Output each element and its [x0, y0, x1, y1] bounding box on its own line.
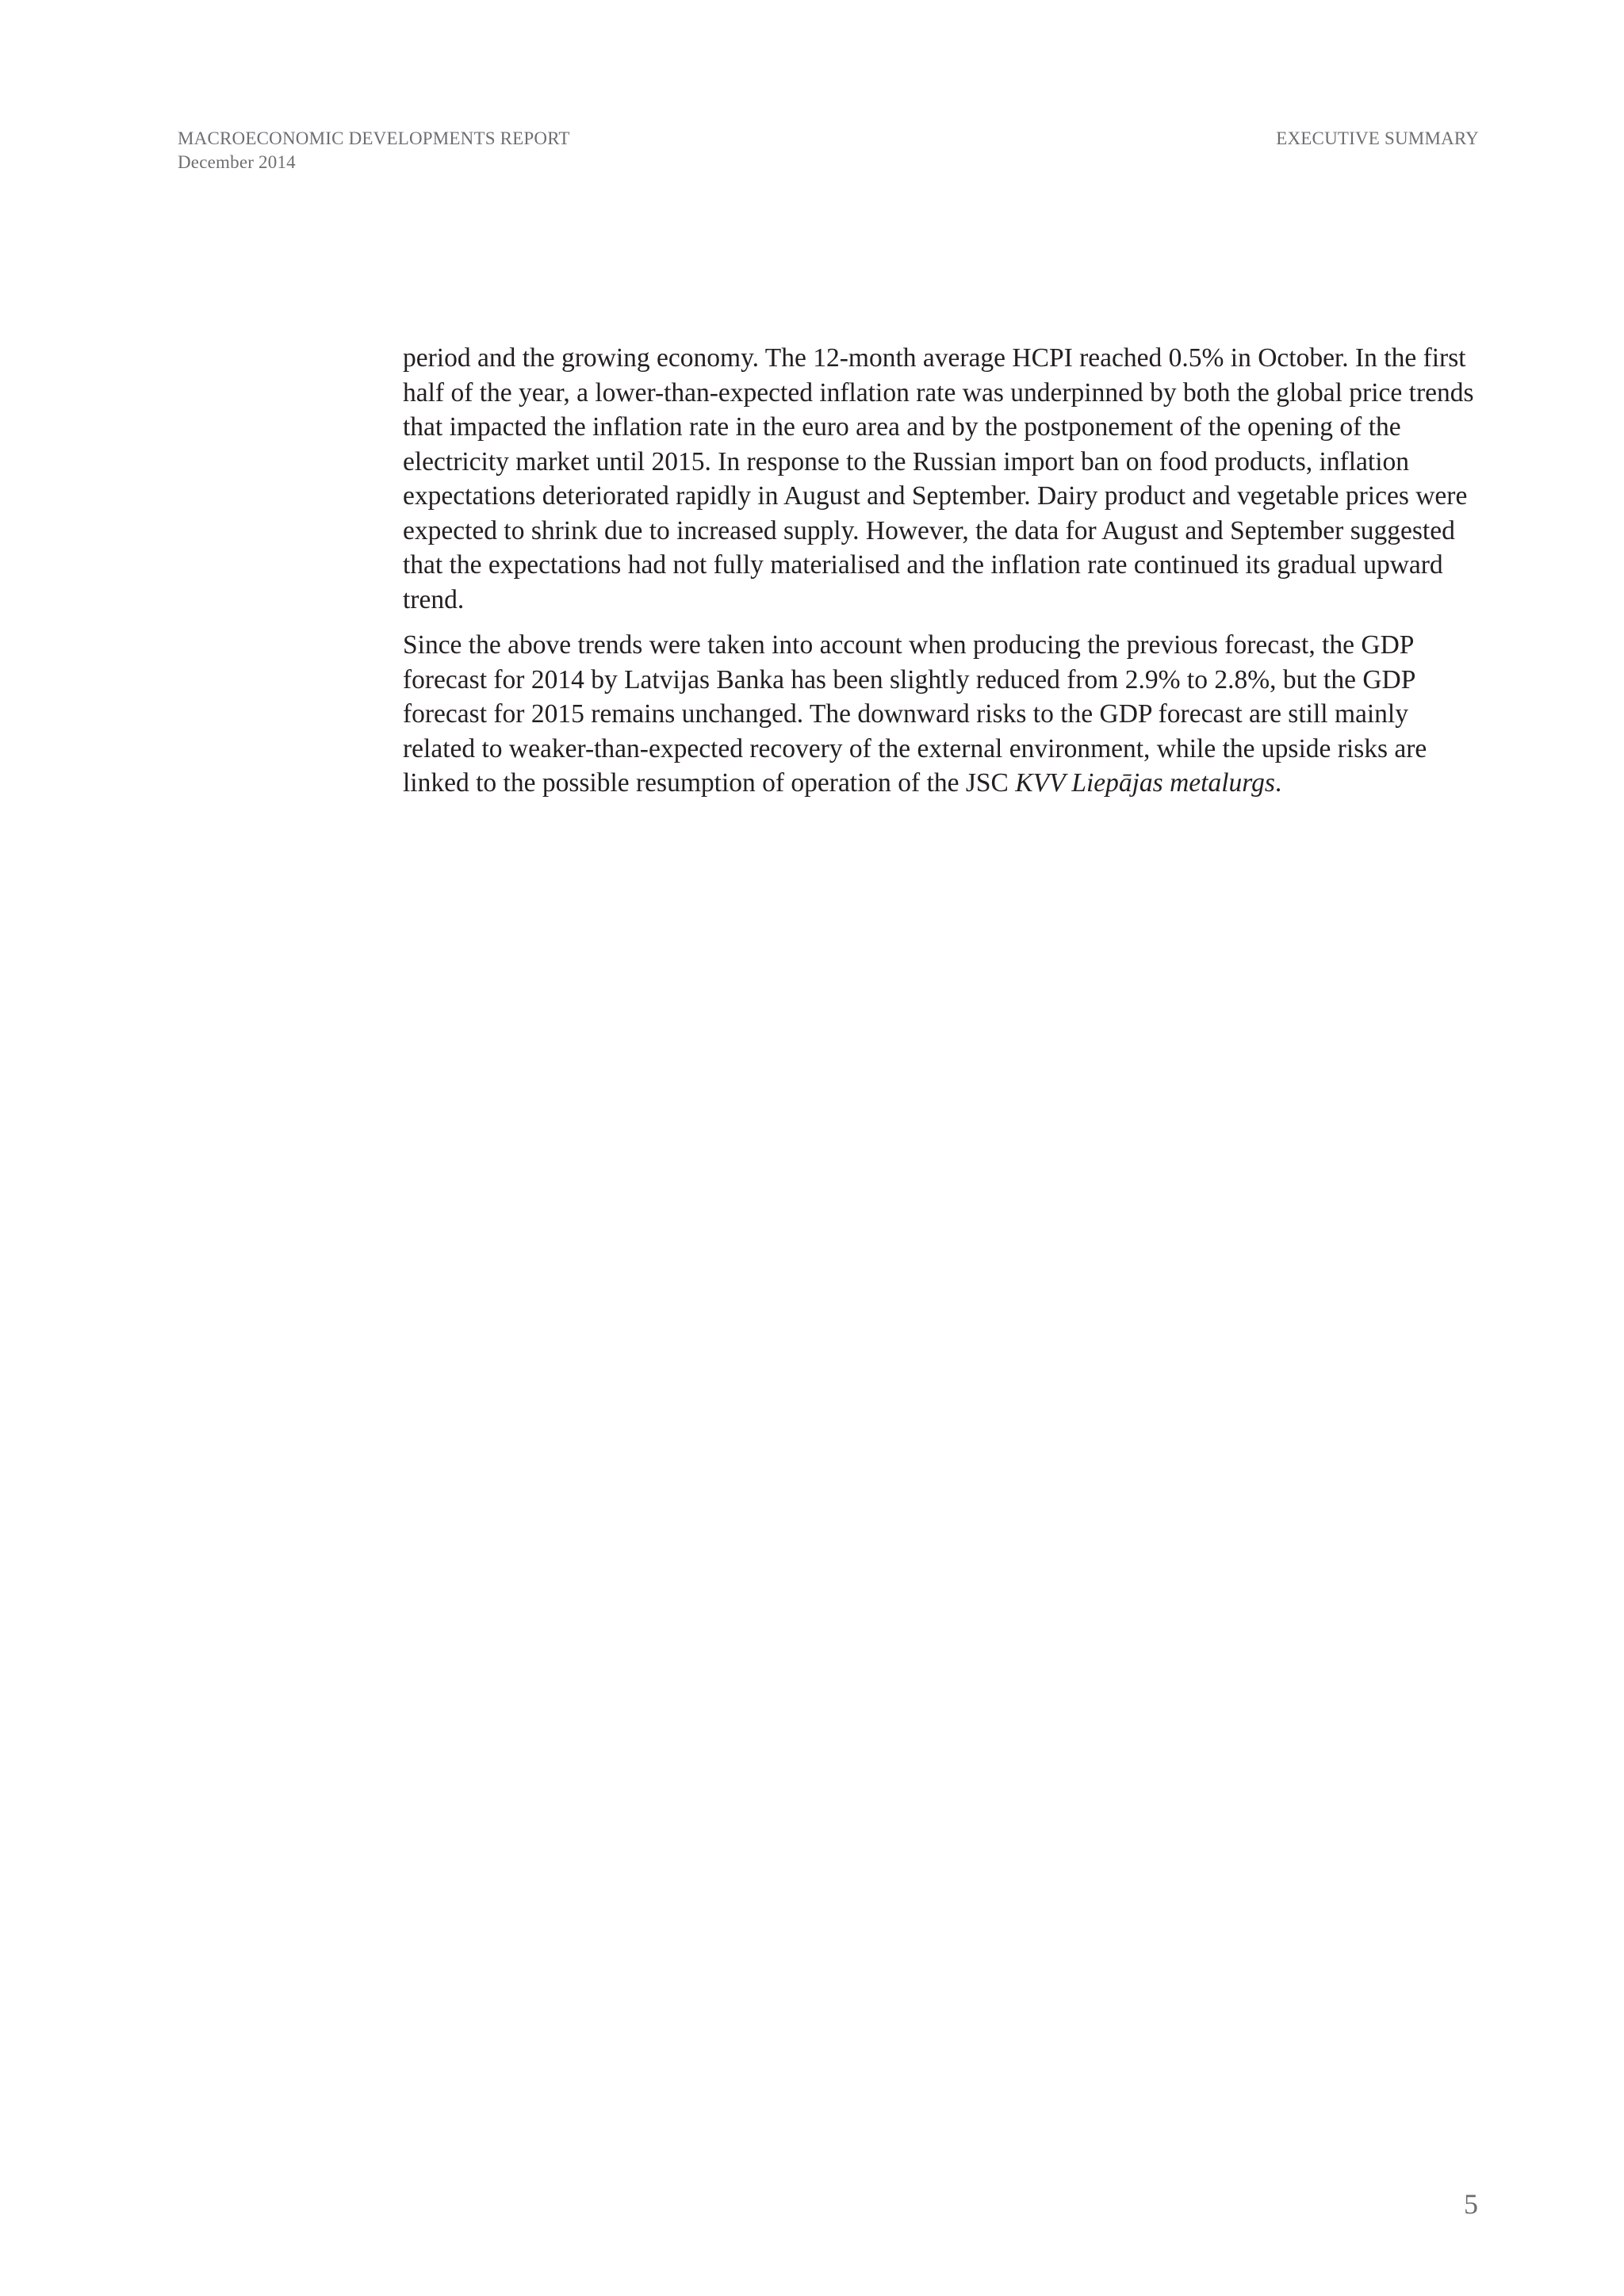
report-date: December 2014	[178, 152, 296, 172]
section-title: EXECUTIVE SUMMARY	[1276, 128, 1479, 148]
paragraph-inflation: period and the growing economy. The 12-month average HCPI reached 0.5% in October. In the first half of the year, a lower-than-expected inflation rate was underpinned by both the global price trends that impacted the inflation rate in the euro area and by the postponement of the opening of the electricity market until 2015. In response to the Russian import ban on food products, inflation expectations deteriorated rapidly in August and September. Dairy product and vegetable prices were expected to shrink due to increased supply. However, the data for August and September suggested that the expectations had not fully materialised and the inflation rate continued its gradual upward trend.	[403, 343, 1474, 614]
paragraph-gdp-forecast	[403, 628, 1483, 801]
header-left	[178, 127, 570, 174]
report-title: MACROECONOMIC DEVELOPMENTS REPORT	[178, 128, 570, 148]
paragraph-gdp-text: Since the above trends were taken into account when producing the previous forecast, the GDP forecast for 2014 by Latvijas Banka has been slightly reduced from 2.9% to 2.8%, but the GDP forecast for 2015 remains unchanged. The downward risks to the GDP forecast are still mainly related to weaker-than-expected recovery of the external environment, while the upside risks are linked to the possible resumption of operation of the JSC	[403, 630, 1427, 798]
running-header	[178, 127, 1479, 174]
page-number: 5	[1464, 2188, 1478, 2220]
company-name: KVV Liepājas metalurgs	[1015, 768, 1275, 798]
paragraph-gdp-end: .	[1274, 768, 1282, 798]
body-text	[403, 341, 1483, 812]
